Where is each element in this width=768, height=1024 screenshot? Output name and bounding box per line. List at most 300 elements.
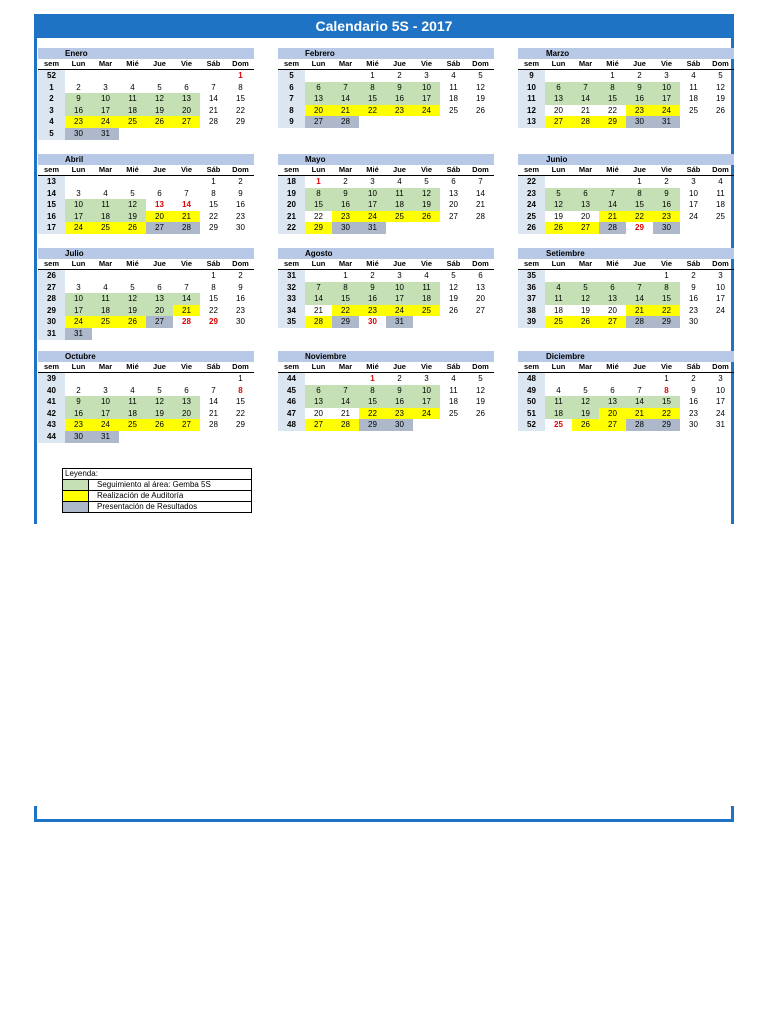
day-cell: 8 [359, 82, 386, 94]
day-cell: 19 [476, 94, 485, 104]
week-row [278, 316, 494, 328]
day-cell [173, 373, 200, 385]
day-cell: 8 [599, 82, 626, 94]
day-cell: 21 [173, 211, 200, 223]
day-cell: 28 [476, 211, 485, 221]
day-cell [119, 176, 146, 188]
day-cell: 3 [664, 71, 669, 80]
weekday-label: Lun [71, 362, 86, 371]
day-cell: 16 [332, 199, 359, 211]
day-cell: 18 [716, 200, 725, 210]
day-cell [680, 116, 707, 128]
week-row [518, 82, 734, 94]
day-cell: 23 [332, 211, 359, 223]
day-cell [440, 316, 467, 328]
day-cell: 25 [119, 116, 146, 128]
day-cell: 30 [368, 317, 377, 327]
day-cell: 7 [332, 385, 359, 397]
day-cell [413, 116, 440, 128]
weekday-header [518, 259, 734, 270]
week-number: 15 [38, 199, 65, 211]
day-cell: 19 [476, 397, 485, 407]
weekday-label: Vie [180, 59, 193, 68]
day-cell: 21 [599, 211, 626, 223]
month-name [518, 48, 734, 59]
week-number: 35 [518, 270, 545, 282]
weekday-label: Mar [578, 259, 593, 268]
week-row [518, 105, 734, 117]
day-cell: 16 [236, 294, 245, 304]
day-cell: 15 [332, 293, 359, 305]
day-cell: 28 [332, 116, 359, 128]
day-cell: 7 [305, 282, 332, 294]
week-number: 9 [278, 116, 305, 128]
day-cell: 22 [359, 105, 386, 117]
day-cell: 23 [626, 105, 653, 117]
day-cell: 1 [211, 271, 216, 280]
day-cell: 11 [716, 188, 725, 198]
weekday-label: Mié [606, 362, 619, 371]
week-row [278, 385, 494, 397]
day-cell [572, 70, 599, 82]
day-cell: 31 [92, 128, 119, 140]
day-cell: 14 [173, 293, 200, 305]
day-cell [65, 70, 92, 82]
day-cell: 29 [635, 223, 644, 233]
day-cell: 1 [637, 177, 642, 186]
weekday-label: Mié [366, 165, 379, 174]
weekday-label: Mar [338, 259, 353, 268]
day-cell: 6 [599, 282, 626, 294]
day-cell: 3 [103, 82, 108, 92]
month-octubre [38, 351, 254, 443]
day-cell: 23 [689, 408, 698, 418]
day-cell: 21 [476, 200, 485, 210]
day-cell: 5 [478, 71, 483, 80]
week-row [518, 419, 734, 431]
day-cell: 28 [182, 317, 191, 327]
day-cell: 11 [689, 82, 698, 92]
day-cell: 9 [691, 385, 696, 395]
day-cell [707, 222, 734, 234]
legend-swatch-yellow [63, 491, 89, 501]
day-cell: 8 [211, 282, 216, 292]
day-cell: 28 [599, 222, 626, 234]
day-cell: 26 [146, 116, 173, 128]
week-row [518, 222, 734, 234]
day-cell: 22 [653, 408, 680, 420]
day-cell [92, 270, 119, 282]
day-cell: 29 [305, 222, 332, 234]
week-row [518, 373, 734, 385]
day-cell: 2 [397, 71, 402, 80]
day-cell: 4 [545, 282, 572, 294]
day-cell: 30 [65, 431, 92, 443]
month-name-label: Mayo [305, 155, 326, 164]
day-cell: 12 [413, 188, 440, 200]
day-cell: 29 [599, 116, 626, 128]
day-cell [65, 270, 92, 282]
day-cell [305, 373, 332, 385]
legend-label: Presentación de Resultados [97, 502, 198, 511]
week-number: 24 [518, 199, 545, 211]
day-cell: 12 [545, 199, 572, 211]
day-cell: 17 [413, 93, 440, 105]
day-cell: 4 [718, 177, 723, 186]
day-cell: 1 [238, 374, 243, 383]
day-cell: 30 [236, 317, 245, 327]
day-cell [359, 116, 386, 128]
day-cell: 25 [92, 222, 119, 234]
day-cell: 11 [449, 385, 458, 395]
week-number: 4 [38, 116, 65, 128]
day-cell: 14 [209, 397, 218, 407]
month-name [278, 351, 494, 362]
weekday-label: Dom [232, 259, 249, 268]
day-cell: 8 [664, 385, 669, 395]
day-cell: 17 [65, 211, 92, 223]
day-cell: 16 [626, 93, 653, 105]
day-cell: 12 [716, 82, 725, 92]
weekday-label: Mar [98, 59, 113, 68]
day-cell: 16 [689, 294, 698, 304]
week-row [278, 373, 494, 385]
day-cell: 29 [236, 420, 245, 430]
week-row [278, 396, 494, 408]
day-cell: 18 [449, 94, 458, 104]
day-cell: 25 [689, 105, 698, 115]
day-cell [572, 176, 599, 188]
day-cell [146, 270, 173, 282]
day-cell: 23 [689, 305, 698, 315]
week-number: 13 [38, 176, 65, 188]
week-row [38, 222, 254, 234]
week-row [518, 211, 734, 223]
day-cell [545, 373, 572, 385]
day-cell: 7 [184, 282, 189, 292]
day-cell: 3 [718, 374, 723, 383]
week-number: 39 [518, 316, 545, 328]
day-cell: 24 [413, 105, 440, 117]
day-cell: 15 [359, 93, 386, 105]
day-cell: 2 [76, 82, 81, 92]
month-julio [38, 248, 254, 340]
day-cell: 6 [451, 177, 456, 186]
day-cell: 6 [184, 385, 189, 395]
weekday-label: Dom [712, 59, 729, 68]
week-row [38, 293, 254, 305]
week-row [518, 70, 734, 82]
day-cell: 21 [341, 408, 350, 418]
week-row [518, 270, 734, 282]
day-cell: 20 [173, 105, 200, 117]
day-cell: 9 [386, 82, 413, 94]
month-enero [38, 48, 254, 140]
day-cell: 10 [716, 385, 725, 395]
day-cell: 25 [449, 408, 458, 418]
day-cell: 28 [209, 420, 218, 430]
weekday-label: Mar [338, 165, 353, 174]
week-number: 1 [38, 82, 65, 94]
week-number: 26 [518, 222, 545, 234]
month-name-label: Abril [65, 155, 84, 164]
day-cell: 21 [314, 305, 323, 315]
weekday-label: Sáb [206, 165, 221, 174]
day-cell: 2 [691, 374, 696, 383]
day-cell: 24 [359, 211, 386, 223]
day-cell: 9 [653, 188, 680, 200]
day-cell: 18 [92, 211, 119, 223]
day-cell: 6 [305, 385, 332, 397]
month-name-label: Julio [65, 249, 84, 258]
day-cell: 27 [449, 211, 458, 221]
day-cell: 1 [238, 71, 243, 80]
day-cell: 27 [599, 419, 626, 431]
month-name-label: Junio [546, 155, 568, 164]
week-number: 14 [38, 188, 65, 200]
day-cell: 21 [332, 105, 359, 117]
day-cell: 6 [157, 282, 162, 292]
day-cell: 17 [689, 200, 698, 210]
day-cell: 2 [343, 177, 348, 186]
day-cell: 15 [305, 199, 332, 211]
day-cell: 11 [92, 199, 119, 211]
day-cell: 8 [238, 82, 243, 92]
week-number: 7 [278, 93, 305, 105]
day-cell: 17 [65, 305, 92, 317]
day-cell: 16 [386, 93, 413, 105]
month-name [38, 351, 254, 362]
day-cell: 17 [359, 199, 386, 211]
day-cell: 21 [626, 305, 653, 317]
day-cell: 4 [556, 385, 561, 395]
weekday-label: Mar [578, 165, 593, 174]
day-cell: 18 [386, 199, 413, 211]
day-cell: 9 [238, 188, 243, 198]
day-cell: 26 [146, 419, 173, 431]
day-cell: 5 [157, 82, 162, 92]
week-row [518, 282, 734, 294]
day-cell: 14 [182, 200, 191, 210]
day-cell: 10 [92, 396, 119, 408]
day-cell [173, 70, 200, 82]
day-cell: 25 [449, 105, 458, 115]
weekday-label: Vie [420, 362, 433, 371]
weekday-label: Mar [578, 362, 593, 371]
week-number: 43 [38, 419, 65, 431]
day-cell: 24 [413, 408, 440, 420]
weekday-header [38, 59, 254, 70]
weekday-label: Jue [393, 59, 406, 68]
day-cell: 3 [103, 385, 108, 395]
day-cell: 18 [119, 408, 146, 420]
week-row [278, 408, 494, 420]
day-cell: 30 [653, 222, 680, 234]
day-cell: 17 [386, 293, 413, 305]
day-cell: 18 [413, 293, 440, 305]
weekday-label: Mar [338, 59, 353, 68]
week-number: 51 [518, 408, 545, 420]
day-cell [227, 431, 254, 443]
day-cell: 13 [146, 293, 173, 305]
week-number: 25 [518, 211, 545, 223]
day-cell [467, 316, 494, 328]
day-cell: 2 [691, 271, 696, 280]
day-cell: 28 [572, 116, 599, 128]
day-cell: 15 [209, 200, 218, 210]
day-cell: 20 [173, 408, 200, 420]
day-cell: 28 [626, 419, 653, 431]
day-cell: 20 [146, 305, 173, 317]
day-cell [413, 419, 440, 431]
weekday-label: Mar [98, 165, 113, 174]
week-row [38, 408, 254, 420]
week-number: 47 [278, 408, 305, 420]
day-cell: 12 [476, 82, 485, 92]
week-number: 6 [278, 82, 305, 94]
day-cell: 24 [716, 305, 725, 315]
day-cell [467, 116, 494, 128]
week-number: 39 [38, 373, 65, 385]
legend-label: Realización de Auditoría [97, 491, 184, 500]
day-cell: 11 [545, 396, 572, 408]
day-cell [440, 222, 467, 234]
week-number: 29 [38, 305, 65, 317]
week-row [38, 305, 254, 317]
day-cell: 28 [305, 316, 332, 328]
day-cell [413, 316, 440, 328]
day-cell [599, 176, 626, 188]
day-cell: 3 [718, 271, 723, 280]
weekday-label: Mar [578, 59, 593, 68]
day-cell: 30 [689, 420, 698, 430]
day-cell: 26 [476, 105, 485, 115]
day-cell: 19 [572, 408, 599, 420]
day-cell [545, 270, 572, 282]
week-number: 26 [38, 270, 65, 282]
month-name [278, 154, 494, 165]
day-cell [146, 328, 173, 340]
weekday-label: Mié [126, 165, 139, 174]
day-cell [92, 328, 119, 340]
month-name-label: Noviembre [305, 352, 347, 361]
day-cell: 9 [359, 282, 386, 294]
week-header: sem [43, 165, 59, 174]
day-cell: 5 [583, 385, 588, 395]
day-cell: 3 [691, 177, 696, 186]
day-cell: 27 [599, 316, 626, 328]
day-cell [146, 70, 173, 82]
week-row [278, 188, 494, 200]
day-cell [173, 328, 200, 340]
day-cell: 19 [554, 211, 563, 221]
week-number: 42 [38, 408, 65, 420]
week-header: sem [43, 362, 59, 371]
day-cell: 31 [359, 222, 386, 234]
day-cell [146, 431, 173, 443]
day-cell: 7 [478, 177, 483, 186]
day-cell: 29 [359, 419, 386, 431]
day-cell [227, 328, 254, 340]
day-cell: 1 [664, 374, 669, 383]
day-cell [227, 128, 254, 140]
week-row [38, 70, 254, 82]
day-cell [305, 70, 332, 82]
day-cell [332, 70, 359, 82]
weekday-header [278, 259, 494, 270]
weekday-label: Mar [98, 362, 113, 371]
day-cell: 29 [209, 317, 218, 327]
day-cell: 26 [119, 316, 146, 328]
day-cell: 26 [413, 211, 440, 223]
week-number: 22 [278, 222, 305, 234]
week-row [278, 211, 494, 223]
week-row [518, 199, 734, 211]
day-cell: 13 [305, 396, 332, 408]
day-cell: 6 [610, 385, 615, 395]
week-row [38, 419, 254, 431]
weekday-header [38, 165, 254, 176]
day-cell [200, 328, 227, 340]
day-cell: 24 [386, 305, 413, 317]
day-cell: 27 [305, 116, 332, 128]
week-row [38, 176, 254, 188]
week-number: 28 [38, 293, 65, 305]
legend-label: Seguimiento al área: Gemba 5S [97, 480, 211, 489]
day-cell: 19 [119, 211, 146, 223]
weekday-label: Dom [472, 165, 489, 174]
day-cell: 17 [716, 397, 725, 407]
day-cell: 14 [332, 93, 359, 105]
month-name-label: Setiembre [546, 249, 585, 258]
week-row [278, 270, 494, 282]
day-cell: 16 [653, 199, 680, 211]
day-cell [680, 222, 707, 234]
day-cell: 22 [626, 211, 653, 223]
day-cell: 27 [146, 316, 173, 328]
day-cell [545, 70, 572, 82]
weekday-label: Vie [180, 165, 193, 174]
day-cell: 2 [238, 271, 243, 280]
day-cell: 4 [397, 177, 402, 186]
month-name-label: Octubre [65, 352, 96, 361]
weekday-label: Lun [551, 362, 566, 371]
month-name [518, 248, 734, 259]
day-cell: 18 [554, 305, 563, 315]
day-cell: 19 [581, 305, 590, 315]
day-cell: 26 [572, 419, 599, 431]
weekday-label: Jue [633, 259, 646, 268]
week-header: sem [523, 259, 539, 268]
week-number: 41 [38, 396, 65, 408]
day-cell [413, 222, 440, 234]
day-cell: 10 [359, 188, 386, 200]
week-header: sem [43, 59, 59, 68]
day-cell [572, 270, 599, 282]
weekday-label: Jue [393, 259, 406, 268]
day-cell: 11 [386, 188, 413, 200]
day-cell: 12 [146, 93, 173, 105]
week-number: 10 [518, 82, 545, 94]
weekday-label: Jue [633, 59, 646, 68]
day-cell: 1 [211, 177, 216, 186]
weekday-label: Mié [606, 59, 619, 68]
day-cell: 22 [209, 305, 218, 315]
week-number: 49 [518, 385, 545, 397]
day-cell: 21 [173, 305, 200, 317]
day-cell: 8 [238, 385, 243, 395]
day-cell [332, 373, 359, 385]
